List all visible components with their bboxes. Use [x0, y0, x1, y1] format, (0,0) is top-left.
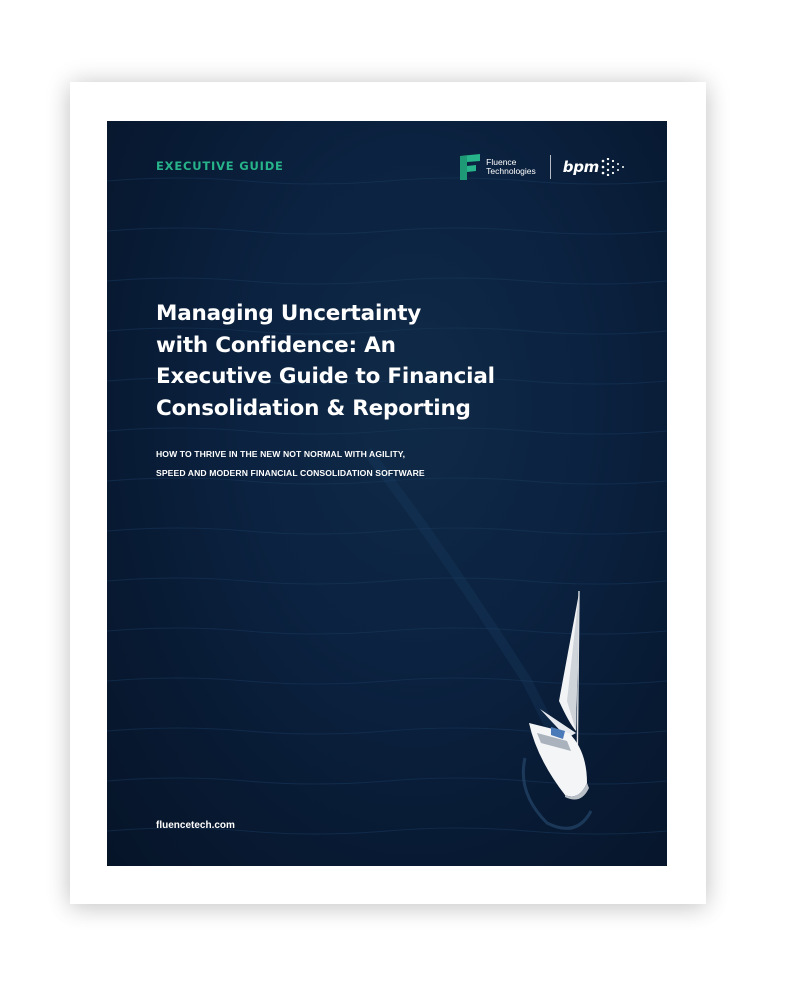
eyebrow-label: EXECUTIVE GUIDE [156, 159, 284, 173]
fluence-logo-icon [460, 154, 480, 180]
title-line-2: with Confidence: An [156, 332, 396, 358]
title-line-3: Executive Guide to Financial [156, 364, 495, 389]
cover-title [156, 298, 536, 424]
cover-subtitle [156, 445, 425, 483]
fluence-logo-text: Fluence Technologies [486, 156, 536, 176]
website-url: fluencetech.com [156, 820, 235, 831]
title-line-4: Consolidation & Reporting [156, 395, 471, 421]
logo-divider [550, 155, 551, 179]
sailboat-image [507, 583, 607, 833]
subtitle-line-2: SPEED AND MODERN FINANCIAL CONSOLIDATION SOFTWARE [156, 468, 425, 478]
subtitle-line-1: HOW TO THRIVE IN THE NEW NOT NORMAL WITH AGILITY, [156, 449, 406, 459]
bpm-logo-text: bpm [562, 158, 599, 176]
bpm-dots-icon [601, 158, 627, 176]
partner-logos [460, 153, 627, 181]
cover-page [107, 121, 667, 866]
title-line-1: Managing Uncertainty [156, 301, 422, 326]
